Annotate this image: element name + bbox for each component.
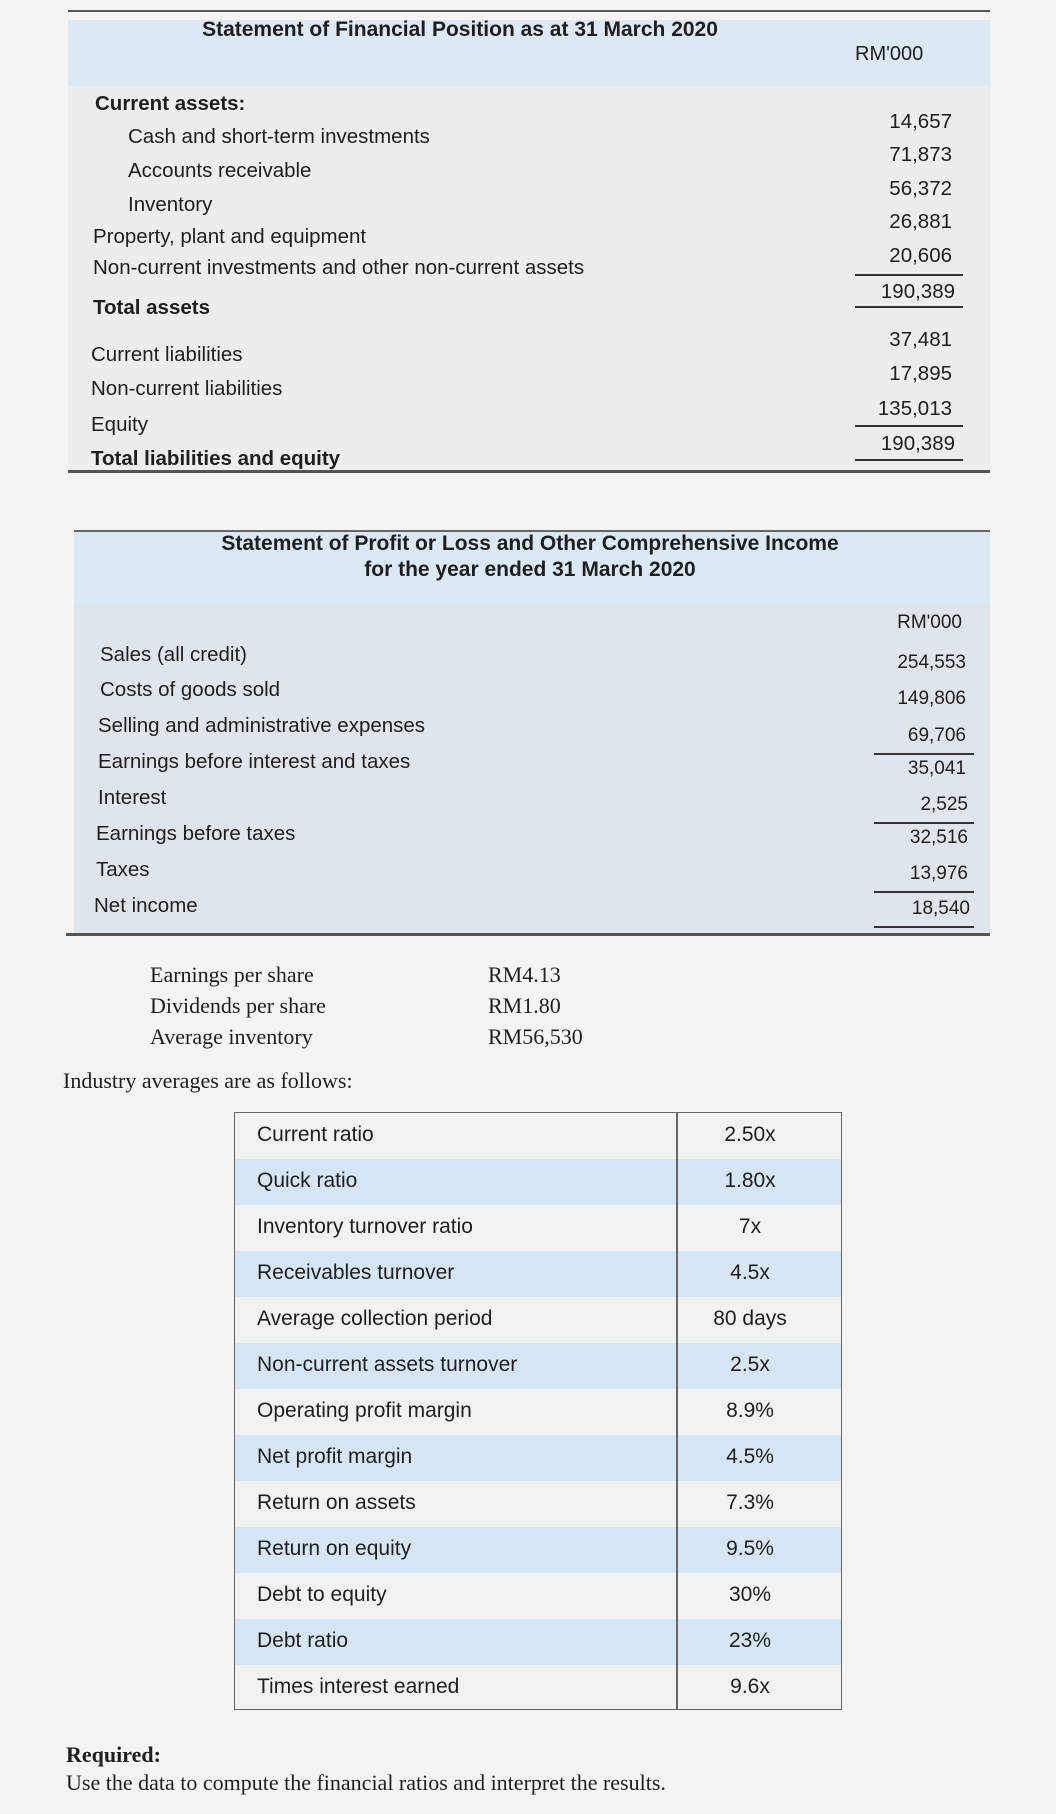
is-row-label: Interest [98,786,167,809]
bs-row-value: 20,606 [889,244,952,267]
ratio-name: Debt to equity [257,1583,387,1606]
ratio-name: Return on assets [257,1491,416,1514]
per-share-label: Earnings per share [150,962,314,987]
ratio-value: 80 days [713,1307,787,1330]
is-row-label: Earnings before taxes [96,822,296,845]
income-statement-title: Statement of Profit or Loss and Other Comprehensive Income [221,532,839,555]
bs-row-value: 17,895 [889,362,952,385]
ratio-value: 2.5x [730,1353,770,1376]
industry-averages-table [234,1112,842,1710]
is-row-label: Net income [94,894,198,917]
ratio-name: Current ratio [257,1123,374,1146]
bs-total-assets-label: Total assets [93,296,210,319]
table-row [235,1297,841,1343]
bs-row-value: 14,657 [889,110,952,133]
bs-row-label: Equity [91,413,148,436]
bs-row-value: 37,481 [889,328,952,351]
ratio-name: Times interest earned [257,1675,460,1698]
bs-total-rule [855,459,963,461]
bs-total-liabilities-equity-value: 190,389 [880,432,955,455]
bs-row-label: Cash and short-term investments [128,125,430,148]
ratio-value: 23% [728,1629,772,1652]
per-share-value: RM4.13 [488,962,561,987]
bs-row-value: 71,873 [889,143,952,166]
table-row [235,1619,841,1665]
per-share-value: RM56,530 [488,1024,583,1049]
table-row [235,1665,841,1711]
table-row [235,1251,841,1297]
income-statement-bottom-rule [66,933,990,936]
is-row-value: 2,525 [920,794,968,815]
is-row-label: Earnings before interest and taxes [98,750,411,773]
bs-row-value: 26,881 [889,210,952,233]
table-row [235,1205,841,1251]
bs-total-assets-value: 190,389 [880,280,955,303]
balance-sheet-bottom-rule [68,470,990,473]
income-statement-period: for the year ended 31 March 2020 [364,558,696,581]
required-heading: Required: [66,1742,161,1767]
table-row [235,1343,841,1389]
balance-sheet-unit: RM'000 [855,43,924,65]
table-column-divider [676,1113,678,1709]
table-row [235,1481,841,1527]
ratio-value: 2.50x [724,1123,776,1146]
per-share-label: Average inventory [150,1024,313,1049]
is-subtotal-rule [874,753,974,755]
bs-total-rule [855,306,963,308]
ratio-name: Non-current assets turnover [257,1353,518,1376]
ratio-value: 30% [728,1583,772,1606]
current-assets-heading: Current assets: [95,92,246,115]
table-row [235,1435,841,1481]
is-row-value: 149,806 [897,688,966,709]
is-row-label: Taxes [96,858,150,881]
balance-sheet-title: Statement of Financial Position as at 31 March 2020 [202,18,718,41]
ratio-value: 8.9% [726,1399,774,1422]
ratio-value: 9.5% [726,1537,774,1560]
income-statement-unit: RM'000 [897,612,962,633]
ratio-name: Debt ratio [257,1629,349,1652]
per-share-value: RM1.80 [488,993,561,1018]
table-row [235,1573,841,1619]
bs-subtotal-rule [855,425,963,427]
table-row [235,1113,841,1159]
ratio-name: Return on equity [257,1537,412,1560]
bs-row-label: Non-current liabilities [91,377,283,400]
ratio-name: Operating profit margin [257,1399,472,1422]
bs-subtotal-rule [855,274,963,276]
is-subtotal-rule [874,822,974,824]
ratio-name: Average collection period [257,1307,493,1330]
ratio-name: Receivables turnover [257,1261,455,1284]
bs-total-liabilities-equity-label: Total liabilities and equity [91,447,341,470]
ratio-name: Net profit margin [257,1445,413,1468]
is-row-label: Selling and administrative expenses [98,714,426,737]
bs-row-label: Non-current investments and other non-current assets [93,256,585,279]
table-row [235,1527,841,1573]
ratio-value: 4.5x [730,1261,770,1284]
ratio-name: Inventory turnover ratio [257,1215,473,1238]
table-row [235,1389,841,1435]
is-subtotal-rule [874,891,974,893]
is-row-value: 254,553 [897,652,966,673]
is-row-value: 35,041 [907,758,966,779]
is-row-label: Sales (all credit) [100,643,247,666]
bs-row-value: 56,372 [889,177,952,200]
ratio-value: 7.3% [726,1491,774,1514]
ratio-name: Quick ratio [257,1169,358,1192]
ratio-value: 1.80x [724,1169,776,1192]
bs-row-label: Inventory [128,193,213,216]
bs-row-label: Property, plant and equipment [93,225,367,248]
ratio-value: 7x [738,1215,762,1238]
table-row [235,1159,841,1205]
is-row-value: 69,706 [907,725,966,746]
ratio-value: 4.5% [726,1445,774,1468]
ratio-value: 9.6x [730,1675,770,1698]
industry-intro: Industry averages are as follows: [63,1068,353,1093]
is-row-value: 32,516 [909,827,968,848]
is-total-rule [874,926,974,928]
is-row-label: Costs of goods sold [100,678,281,701]
bs-row-label: Accounts receivable [128,159,312,182]
is-net-income-value: 18,540 [911,898,970,919]
is-row-value: 13,976 [909,863,968,884]
balance-sheet-top-rule [68,10,990,12]
bs-row-value: 135,013 [877,397,952,420]
bs-row-label: Current liabilities [91,343,243,366]
required-text: Use the data to compute the financial ratios and interpret the results. [66,1770,666,1795]
per-share-label: Dividends per share [150,993,326,1018]
